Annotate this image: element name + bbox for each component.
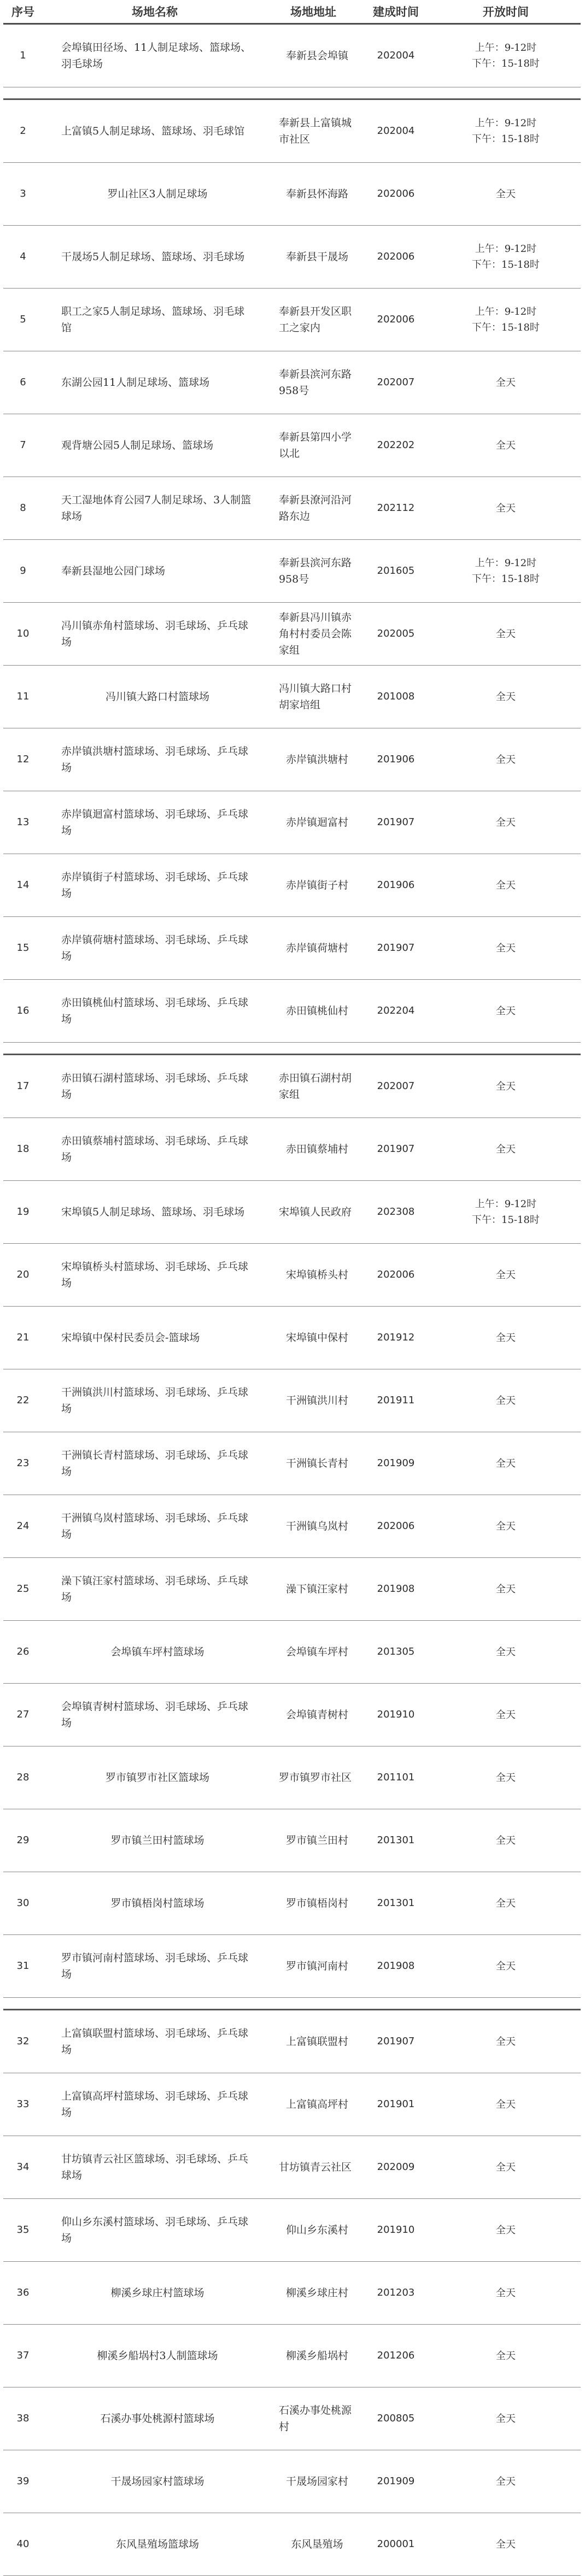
- table-row: [3, 791, 581, 854]
- hours-line: 全天: [496, 439, 516, 451]
- hours-line: 全天: [496, 2098, 516, 2110]
- hours-line: 下午：15-18时: [472, 573, 540, 585]
- row-name: 柳溪乡球庄村篮球场: [110, 2287, 204, 2299]
- section-break: [3, 1043, 581, 1055]
- hours-line: 全天: [496, 2036, 516, 2048]
- row-hours: [432, 115, 580, 147]
- row-name: 柳溪乡船埚村3人制篮球场: [97, 2350, 218, 2362]
- row-name: 甘坊镇青云社区篮球场、羽毛球场、乒乓球场: [61, 2153, 249, 2181]
- row-name: 赤田镇石湖村篮球场、羽毛球场、乒乓球场: [61, 1072, 249, 1101]
- row-address: 罗市镇罗市社区: [279, 1772, 352, 1784]
- row-built: 200001: [377, 2538, 415, 2550]
- row-name: 石溪办事处桃源村篮球场: [100, 2413, 215, 2425]
- header-address: 场地地址: [290, 5, 336, 19]
- row-address: 宋埠镇中保村: [285, 1332, 348, 1344]
- row-name: 冯川镇大路口村篮球场: [105, 691, 209, 703]
- row-name: 上富镇高坪村篮球场、羽毛球场、乒乓球场: [61, 2090, 249, 2119]
- row-address: 奉新县怀海路: [285, 188, 348, 200]
- row-hours: [432, 2474, 580, 2490]
- row-built: 201305: [377, 1646, 415, 1657]
- table-row: [3, 2199, 581, 2262]
- row-hours: [432, 1833, 580, 1849]
- row-name: 罗市镇梧岗村篮球场: [110, 1897, 204, 1909]
- table-row: [3, 854, 581, 917]
- row-address: 奉新县滨河东路958号: [279, 557, 352, 585]
- row-built: 201906: [377, 754, 415, 765]
- table-row: [3, 289, 581, 351]
- hours-line: 全天: [496, 2413, 516, 2425]
- section-break: [3, 1998, 581, 2010]
- row-name: 宋埠镇中保村民委员会-篮球场: [61, 1332, 200, 1344]
- row-seq: 9: [20, 565, 26, 577]
- row-built: 202004: [377, 50, 415, 61]
- hours-line: 全天: [496, 1709, 516, 1721]
- hours-line: 全天: [496, 2538, 516, 2550]
- row-seq: 7: [20, 439, 26, 451]
- row-hours: [432, 1707, 580, 1723]
- row-hours: [432, 1519, 580, 1534]
- row-seq: 21: [16, 1332, 30, 1343]
- table-row: [3, 2387, 581, 2450]
- row-name: 会埠镇青树村篮球场、羽毛球场、乒乓球场: [61, 1701, 249, 1729]
- row-built: 202202: [377, 439, 415, 451]
- row-built: 201907: [377, 816, 415, 828]
- hours-line: 上午：9-12时: [475, 1198, 537, 1210]
- row-built: 201910: [377, 2224, 415, 2236]
- hours-line: 上午：9-12时: [475, 557, 537, 569]
- hours-line: 全天: [496, 1395, 516, 1407]
- row-address: 罗市镇河南村: [285, 1960, 348, 1972]
- row-address: 奉新县第四小学以北: [279, 431, 352, 460]
- hours-line: 全天: [496, 2224, 516, 2236]
- row-address: 石溪办事处桃源村: [279, 2404, 352, 2433]
- row-name: 澡下镇汪家村篮球场、羽毛球场、乒乓球场: [61, 1575, 249, 1603]
- row-address: 上富镇高坪村: [285, 2098, 348, 2110]
- row-address: 干洲镇乌岚村: [285, 1520, 348, 1532]
- row-name: 仰山乡东溪村篮球场、羽毛球场、乒乓球场: [61, 2216, 249, 2244]
- hours-line: 全天: [496, 1332, 516, 1344]
- row-address: 奉新县干晟场: [285, 251, 348, 263]
- row-address: 奉新县潦河沿河路东边: [279, 494, 352, 522]
- hours-line: 全天: [496, 942, 516, 954]
- table-row: [3, 351, 581, 414]
- row-address: 上富镇联盟村: [285, 2036, 348, 2048]
- row-seq: 35: [16, 2224, 30, 2236]
- header-built: 建成时间: [373, 5, 419, 19]
- table-row: [3, 477, 581, 540]
- row-hours: [432, 2285, 580, 2301]
- row-hours: [432, 2537, 580, 2553]
- row-hours: [432, 375, 580, 391]
- row-name: 罗市镇河南村篮球场、羽毛球场、乒乓球场: [61, 1952, 249, 1980]
- row-address: 柳溪乡船埚村: [285, 2350, 348, 2362]
- hours-line: 全天: [496, 2475, 516, 2487]
- table-row: [3, 603, 581, 666]
- hours-line: 全天: [496, 754, 516, 766]
- table-row: [3, 1244, 581, 1307]
- row-hours: [432, 626, 580, 642]
- row-built: 202005: [377, 628, 415, 639]
- row-built: 202006: [377, 1269, 415, 1280]
- row-name: 干洲镇乌岚村篮球场、羽毛球场、乒乓球场: [61, 1512, 249, 1540]
- row-address: 奉新县上富镇城市社区: [279, 117, 352, 145]
- row-address: 干洲镇长青村: [285, 1457, 348, 1469]
- row-seq: 18: [16, 1143, 30, 1155]
- row-hours: [432, 1581, 580, 1597]
- hours-line: 下午：15-18时: [472, 58, 540, 69]
- row-built: 202007: [377, 377, 415, 388]
- row-hours: [432, 2222, 580, 2238]
- row-seq: 36: [16, 2287, 30, 2298]
- row-seq: 11: [16, 691, 30, 702]
- row-seq: 24: [16, 1520, 30, 1532]
- row-built: 201605: [377, 565, 415, 577]
- row-name: 干洲镇长青村篮球场、羽毛球场、乒乓球场: [61, 1449, 249, 1478]
- row-hours: [432, 1959, 580, 1974]
- row-hours: [432, 940, 580, 956]
- row-address: 罗市镇兰田村: [285, 1834, 348, 1846]
- table-row: [3, 2325, 581, 2387]
- row-built: 201909: [377, 2475, 415, 2487]
- row-address: 赤田镇桃仙村: [285, 1005, 348, 1017]
- table-row: [3, 1369, 581, 1432]
- hours-line: 全天: [496, 2161, 516, 2173]
- hours-line: 全天: [496, 502, 516, 514]
- row-seq: 14: [16, 879, 30, 891]
- row-name: 宋埠镇桥头村篮球场、羽毛球场、乒乓球场: [61, 1261, 249, 1289]
- row-name: 赤田镇蔡埔村篮球场、羽毛球场、乒乓球场: [61, 1135, 249, 1163]
- table-row: [3, 1432, 581, 1495]
- row-hours: [432, 241, 580, 273]
- row-seq: 19: [16, 1206, 30, 1218]
- row-address: 赤岸镇荷塘村: [285, 942, 348, 954]
- row-seq: 15: [16, 942, 30, 954]
- row-hours: [432, 2348, 580, 2364]
- row-name: 赤田镇桃仙村篮球场、羽毛球场、乒乓球场: [61, 997, 249, 1025]
- row-hours: [432, 1003, 580, 1019]
- row-hours: [432, 2034, 580, 2050]
- row-hours: [432, 501, 580, 516]
- row-built: 201907: [377, 942, 415, 954]
- table-row: [3, 540, 581, 603]
- hours-line: 上午：9-12时: [475, 306, 537, 317]
- hours-line: 下午：15-18时: [472, 259, 540, 270]
- row-address: 罗市镇梧岗村: [285, 1897, 348, 1909]
- row-name: 东风垦殖场篮球场: [115, 2538, 199, 2550]
- row-address: 奉新县会埠镇: [285, 50, 348, 62]
- row-seq: 27: [16, 1709, 30, 1720]
- row-seq: 8: [20, 502, 26, 514]
- section-break: [3, 87, 581, 100]
- table-row: [3, 2450, 581, 2513]
- table-row: [3, 1872, 581, 1935]
- header-name: 场地名称: [132, 5, 178, 19]
- table-row: [3, 980, 581, 1043]
- row-address: 赤岸镇迴富村: [285, 816, 348, 828]
- row-seq: 20: [16, 1269, 30, 1280]
- row-seq: 33: [16, 2098, 30, 2110]
- row-address: 东风垦殖场: [291, 2538, 343, 2550]
- hours-line: 全天: [496, 816, 516, 828]
- row-address: 仰山乡东溪村: [285, 2224, 348, 2236]
- row-address: 干晟场园家村: [285, 2475, 348, 2487]
- table-row: [3, 1684, 581, 1746]
- row-built: 201908: [377, 1960, 415, 1972]
- row-name: 职工之家5人制足球场、篮球场、羽毛球馆: [61, 305, 245, 334]
- hours-line: 上午：9-12时: [475, 42, 537, 54]
- table-row: [3, 414, 581, 477]
- row-built: 202204: [377, 1005, 415, 1016]
- row-built: 201301: [377, 1834, 415, 1846]
- hours-line: 全天: [496, 1772, 516, 1784]
- hours-line: 全天: [496, 1583, 516, 1595]
- row-hours: [432, 878, 580, 893]
- hours-line: 全天: [496, 1005, 516, 1017]
- row-built: 202006: [377, 188, 415, 199]
- table-row: [3, 2010, 581, 2073]
- hours-line: 全天: [496, 1143, 516, 1155]
- row-built: 201911: [377, 1395, 415, 1406]
- hours-line: 全天: [496, 2287, 516, 2299]
- row-hours: [432, 1393, 580, 1409]
- hours-line: 上午：9-12时: [475, 243, 537, 255]
- row-name: 赤岸镇迴富村篮球场、羽毛球场、乒乓球场: [61, 808, 249, 837]
- row-hours: [432, 2097, 580, 2113]
- row-address: 冯川镇大路口村胡家培组: [279, 683, 352, 711]
- row-address: 赤田镇石湖村胡家组: [279, 1072, 352, 1101]
- row-name: 干晟场园家村篮球场: [110, 2475, 204, 2487]
- row-hours: [432, 40, 580, 72]
- hours-line: 全天: [496, 1269, 516, 1281]
- row-hours: [432, 304, 580, 336]
- row-address: 赤岸镇街子村: [285, 879, 348, 891]
- table-row: [3, 25, 581, 87]
- table-header: [3, 0, 581, 25]
- row-address: 奉新县滨河东路958号: [279, 368, 352, 397]
- hours-line: 全天: [496, 188, 516, 200]
- row-hours: [432, 1896, 580, 1912]
- row-address: 赤岸镇洪塘村: [285, 754, 348, 766]
- row-seq: 5: [20, 314, 26, 325]
- row-address: 干洲镇洪川村: [285, 1395, 348, 1407]
- row-name: 天工湿地体育公园7人制足球场、3人制篮球场: [61, 494, 251, 522]
- row-address: 澡下镇汪家村: [285, 1583, 348, 1595]
- row-hours: [432, 438, 580, 454]
- hours-line: 下午：15-18时: [472, 322, 540, 333]
- row-name: 赤岸镇街子村篮球场、羽毛球场、乒乓球场: [61, 871, 249, 899]
- row-seq: 17: [16, 1080, 30, 1092]
- row-seq: 32: [16, 2036, 30, 2047]
- row-hours: [432, 2160, 580, 2175]
- row-built: 201907: [377, 1143, 415, 1155]
- row-hours: [432, 1267, 580, 1283]
- row-hours: [432, 2411, 580, 2427]
- row-built: 202112: [377, 502, 415, 514]
- table-row: [3, 917, 581, 980]
- hours-line: 全天: [496, 691, 516, 703]
- row-built: 201910: [377, 1709, 415, 1720]
- row-name: 会埠镇田径场、11人制足球场、篮球场、羽毛球场: [61, 42, 251, 70]
- row-hours: [432, 752, 580, 768]
- hours-line: 上午：9-12时: [475, 117, 537, 129]
- row-seq: 4: [20, 251, 26, 262]
- row-name: 罗山社区3人制足球场: [107, 188, 208, 200]
- row-address: 宋埠镇人民政府: [279, 1206, 352, 1218]
- row-seq: 40: [16, 2538, 30, 2550]
- hours-line: 全天: [496, 879, 516, 891]
- table-row: [3, 163, 581, 226]
- table-row: [3, 226, 581, 289]
- row-seq: 22: [16, 1395, 30, 1406]
- row-address: 赤田镇蔡埔村: [285, 1143, 348, 1155]
- table-row: [3, 728, 581, 791]
- row-hours: [432, 1142, 580, 1157]
- row-hours: [432, 1330, 580, 1346]
- row-seq: 37: [16, 2350, 30, 2361]
- row-name: 罗市镇罗市社区篮球场: [105, 1772, 209, 1784]
- row-name: 奉新县湿地公园门球场: [61, 565, 166, 577]
- row-name: 赤岸镇洪塘村篮球场、羽毛球场、乒乓球场: [61, 745, 249, 774]
- facility-table: [3, 0, 581, 2576]
- row-name: 赤岸镇荷塘村篮球场、羽毛球场、乒乓球场: [61, 934, 249, 962]
- row-seq: 6: [20, 377, 26, 388]
- hours-line: 全天: [496, 1080, 516, 1092]
- row-name: 罗市镇兰田村篮球场: [110, 1834, 204, 1846]
- row-built: 201906: [377, 879, 415, 891]
- row-name: 干晟场5人制足球场、篮球场、羽毛球场: [61, 251, 245, 263]
- hours-line: 全天: [496, 1834, 516, 1846]
- row-hours: [432, 815, 580, 831]
- row-built: 202009: [377, 2161, 415, 2173]
- table-row: [3, 1118, 581, 1181]
- row-built: 201908: [377, 1583, 415, 1595]
- row-built: 201008: [377, 691, 415, 702]
- table-row: [3, 100, 581, 163]
- row-address: 甘坊镇青云社区: [279, 2161, 352, 2173]
- row-hours: [432, 1196, 580, 1228]
- row-hours: [432, 555, 580, 587]
- row-seq: 16: [16, 1005, 30, 1016]
- hours-line: 全天: [496, 628, 516, 640]
- table-row: [3, 1558, 581, 1621]
- row-seq: 29: [16, 1834, 30, 1846]
- row-hours: [432, 186, 580, 202]
- table-row: [3, 2073, 581, 2136]
- row-address: 奉新县冯川镇赤角村村委员会陈家组: [279, 611, 352, 656]
- hours-line: 下午：15-18时: [472, 1214, 540, 1226]
- row-name: 上富镇联盟村篮球场、羽毛球场、乒乓球场: [61, 2027, 249, 2056]
- row-seq: 39: [16, 2475, 30, 2487]
- row-name: 宋埠镇5人制足球场、篮球场、羽毛球场: [61, 1206, 245, 1218]
- table-row: [3, 1935, 581, 1998]
- hours-line: 下午：15-18时: [472, 133, 540, 145]
- row-seq: 23: [16, 1457, 30, 1469]
- hours-line: 全天: [496, 1457, 516, 1469]
- row-seq: 31: [16, 1960, 30, 1972]
- hours-line: 全天: [496, 377, 516, 389]
- table-row: [3, 1621, 581, 1684]
- table-row: [3, 1809, 581, 1872]
- row-seq: 30: [16, 1897, 30, 1909]
- row-name: 冯川镇赤角村篮球场、羽毛球场、乒乓球场: [61, 620, 249, 648]
- row-hours: [432, 1770, 580, 1786]
- table-row: [3, 2262, 581, 2325]
- row-name: 会埠镇车坪村篮球场: [110, 1646, 204, 1658]
- row-built: 202006: [377, 1520, 415, 1532]
- row-address: 柳溪乡球庄村: [285, 2287, 348, 2299]
- row-address: 奉新县开发区职工之家内: [279, 305, 352, 334]
- row-name: 观背塘公园5人制足球场、篮球场: [61, 439, 214, 451]
- row-hours: [432, 689, 580, 705]
- row-built: 202308: [377, 1206, 415, 1218]
- table-row: [3, 1746, 581, 1809]
- header-hours: 开放时间: [483, 5, 529, 19]
- row-seq: 12: [16, 754, 30, 765]
- row-name: 上富镇5人制足球场、篮球场、羽毛球馆: [61, 125, 245, 137]
- hours-line: 全天: [496, 1646, 516, 1658]
- row-name: 干洲镇洪川村篮球场、羽毛球场、乒乓球场: [61, 1386, 249, 1415]
- row-built: 200805: [377, 2413, 415, 2424]
- row-built: 202004: [377, 125, 415, 137]
- row-built: 202006: [377, 251, 415, 262]
- row-address: 会埠镇车坪村: [285, 1646, 348, 1658]
- row-built: 202006: [377, 314, 415, 325]
- hours-line: 全天: [496, 1897, 516, 1909]
- row-name: 东湖公园11人制足球场、篮球场: [61, 377, 210, 389]
- row-built: 201907: [377, 2036, 415, 2047]
- hours-line: 全天: [496, 2350, 516, 2362]
- hours-line: 全天: [496, 1520, 516, 1532]
- row-hours: [432, 1456, 580, 1472]
- table-row: [3, 1495, 581, 1558]
- row-seq: 26: [16, 1646, 30, 1657]
- table-body: [3, 25, 581, 2576]
- row-seq: 25: [16, 1583, 30, 1595]
- row-hours: [432, 1644, 580, 1660]
- row-seq: 2: [20, 125, 26, 137]
- row-built: 201206: [377, 2350, 415, 2361]
- row-seq: 28: [16, 1772, 30, 1783]
- row-built: 201301: [377, 1897, 415, 1909]
- row-built: 201909: [377, 1457, 415, 1469]
- row-seq: 10: [16, 628, 30, 639]
- row-seq: 13: [16, 816, 30, 828]
- table-row: [3, 1181, 581, 1244]
- table-row: [3, 2513, 581, 2576]
- row-seq: 34: [16, 2161, 30, 2173]
- row-seq: 38: [16, 2413, 30, 2424]
- row-seq: 1: [20, 50, 26, 61]
- row-built: 201901: [377, 2098, 415, 2110]
- header-seq: 序号: [11, 5, 34, 19]
- row-built: 201101: [377, 1772, 415, 1783]
- row-seq: 3: [20, 188, 26, 199]
- hours-line: 全天: [496, 1960, 516, 1972]
- row-built: 201912: [377, 1332, 415, 1343]
- table-row: [3, 2136, 581, 2199]
- table-row: [3, 666, 581, 728]
- row-built: 201203: [377, 2287, 415, 2298]
- table-row: [3, 1055, 581, 1118]
- row-address: 会埠镇青树村: [285, 1709, 348, 1721]
- row-built: 202007: [377, 1080, 415, 1092]
- row-address: 宋埠镇桥头村: [285, 1269, 348, 1281]
- row-hours: [432, 1079, 580, 1095]
- table-row: [3, 1307, 581, 1369]
